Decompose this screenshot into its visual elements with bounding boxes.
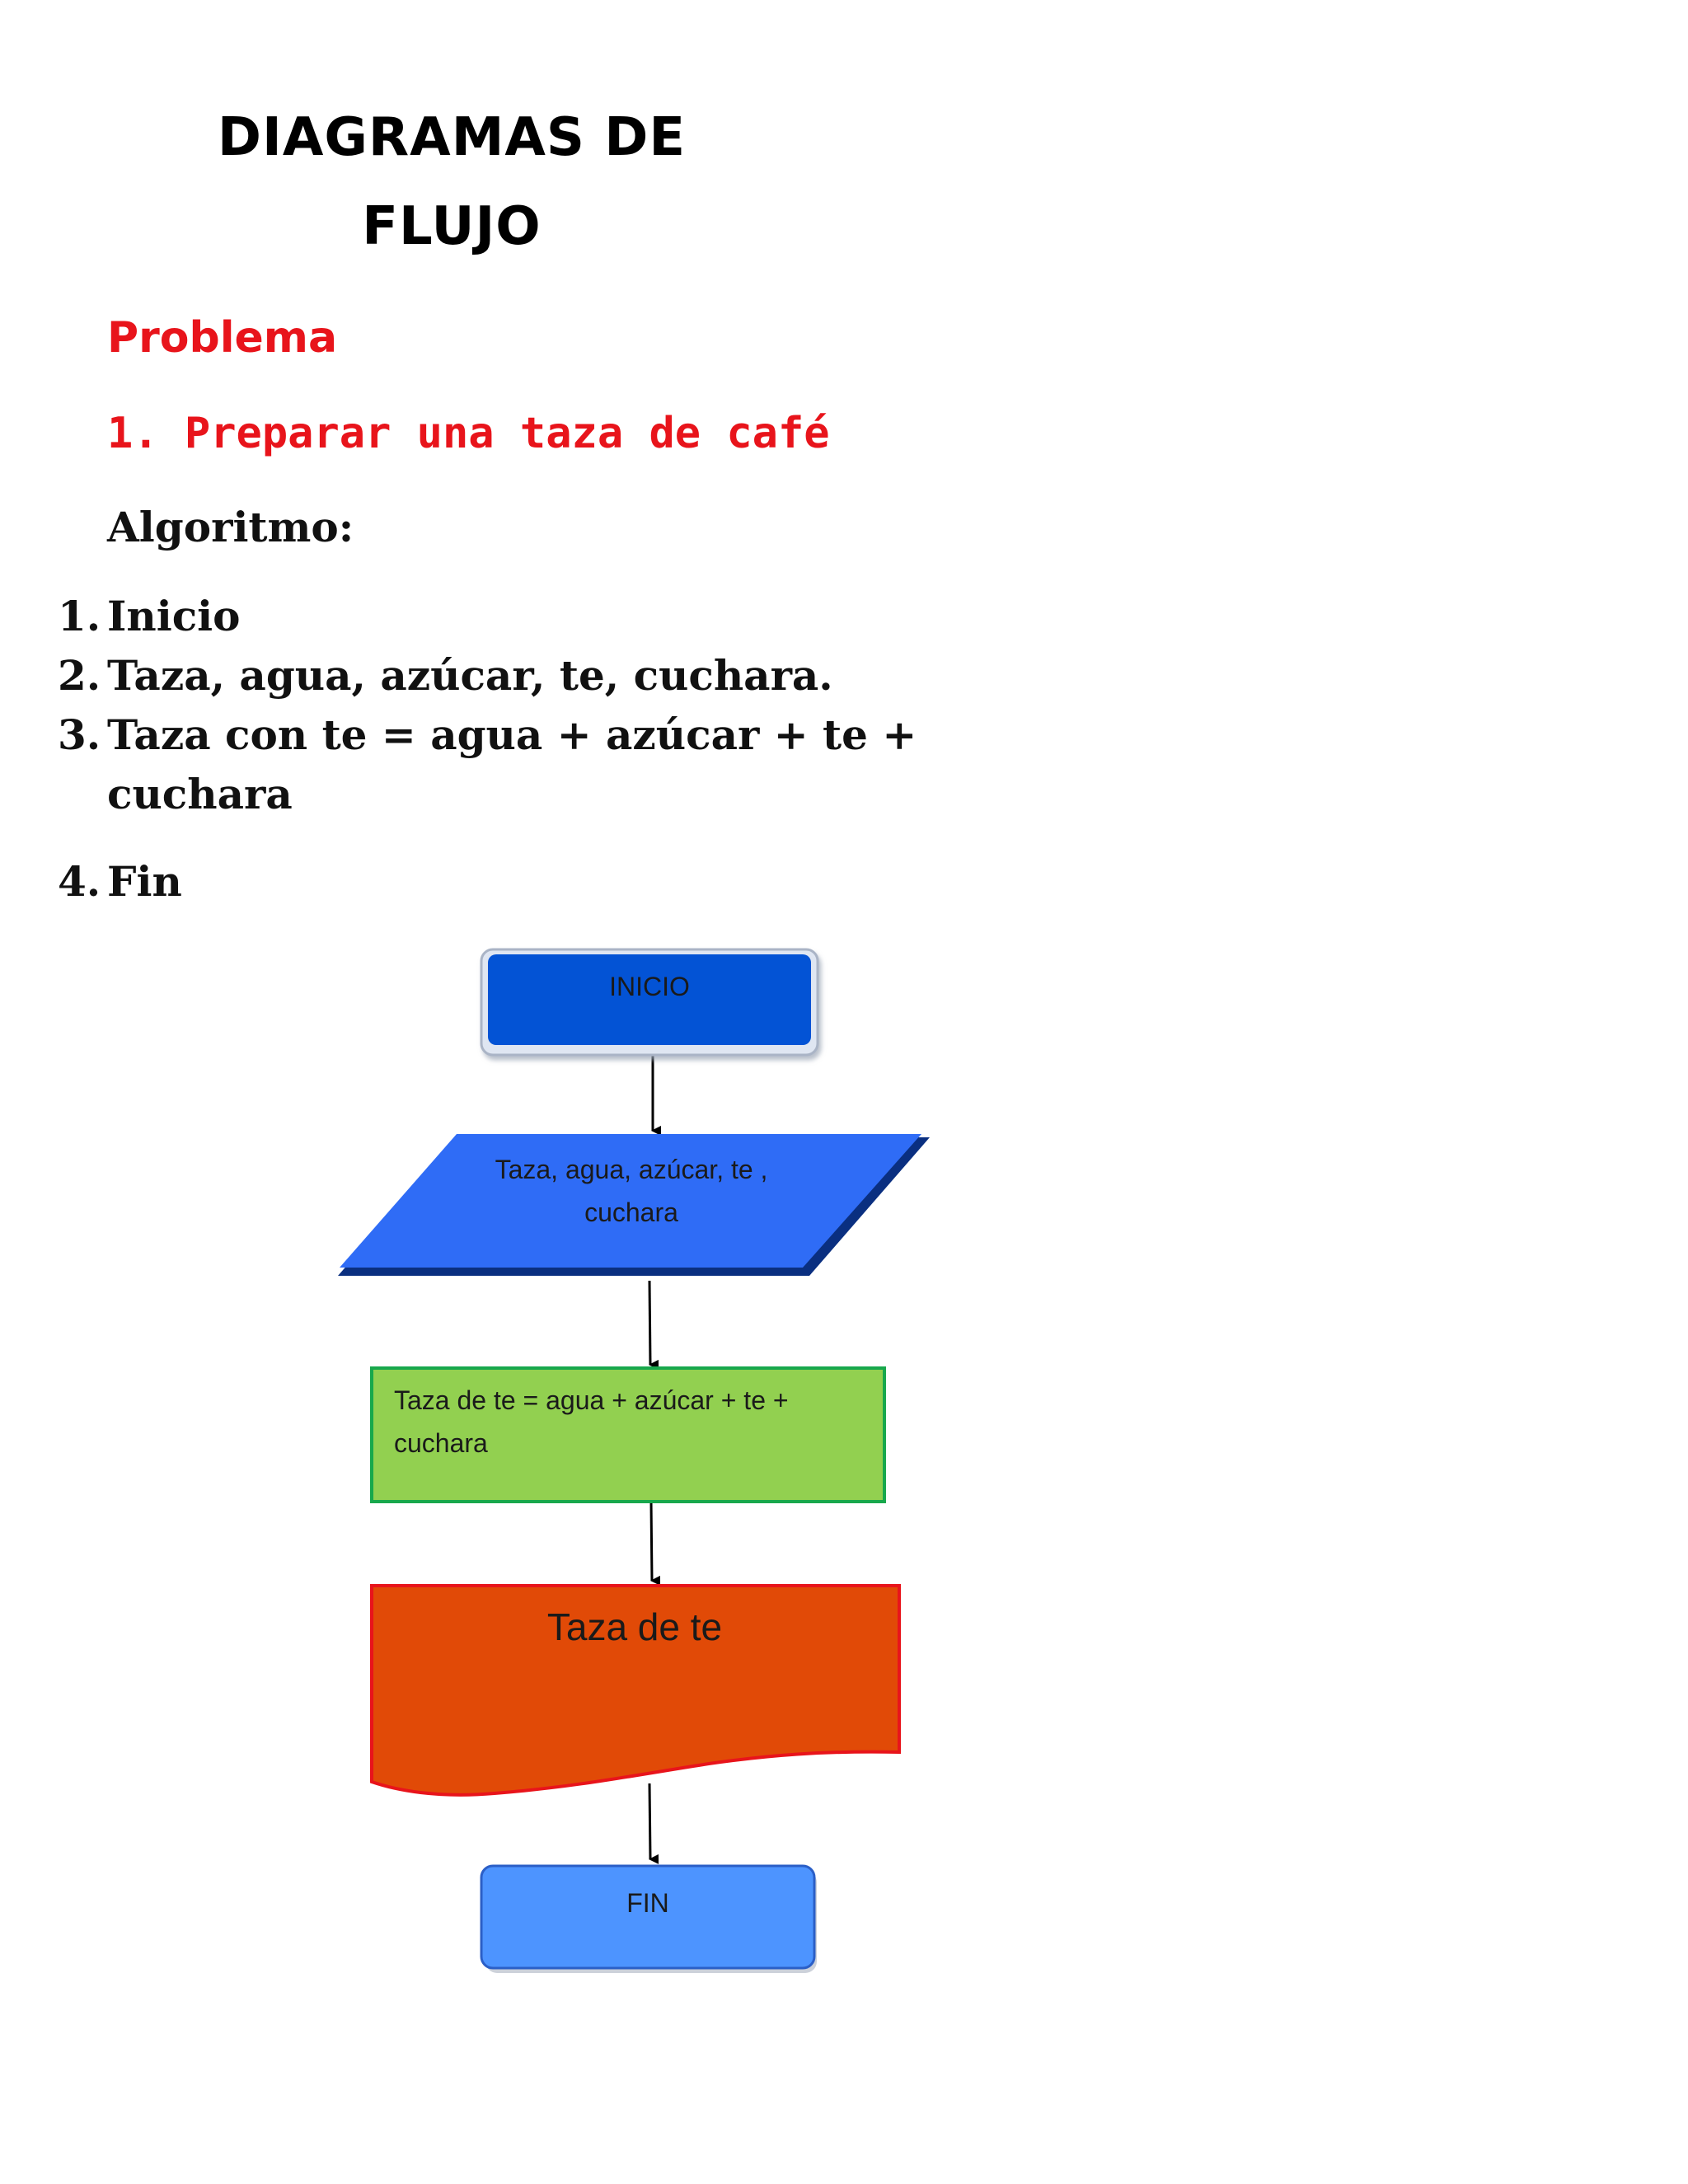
start-node xyxy=(481,949,818,1055)
connector-arrow xyxy=(649,1783,650,1859)
step-text: Inicio xyxy=(107,592,241,640)
process-node xyxy=(372,1368,884,1502)
connector-arrow xyxy=(651,1502,652,1581)
process-node-label-line-1: Taza de te = agua + azúcar + te + xyxy=(394,1385,789,1415)
input-node xyxy=(338,1134,930,1276)
connector-arrow xyxy=(649,1281,650,1365)
problem-heading: Problema xyxy=(107,313,338,363)
input-node-label-line-1: Taza, agua, azúcar, te , xyxy=(495,1155,768,1184)
step-text: Taza con te = agua + azúcar + te + xyxy=(107,710,917,759)
step-number: 4. xyxy=(58,857,101,906)
step-text: Fin xyxy=(107,857,182,906)
end-node xyxy=(481,1866,817,1973)
start-node-label: INICIO xyxy=(609,972,690,1001)
step-number: 3. xyxy=(58,710,101,759)
step-text: Taza, agua, azúcar, te, cuchara. xyxy=(107,651,833,700)
output-document-label: Taza de te xyxy=(546,1605,723,1648)
step-number: 2. xyxy=(58,651,101,700)
output-document-node xyxy=(372,1586,899,1795)
page-title-line-2: FLUJO xyxy=(362,196,542,257)
page-title-line-1: DIAGRAMAS DE xyxy=(217,107,687,168)
step-number: 1. xyxy=(58,592,101,640)
problem-title: 1. Preparar una taza de café xyxy=(107,409,830,458)
end-node-label: FIN xyxy=(626,1888,669,1918)
algorithm-heading: Algoritmo: xyxy=(107,503,354,551)
algorithm-step-continuation: cuchara xyxy=(107,770,293,818)
process-node-label-line-2: cuchara xyxy=(394,1428,488,1458)
input-node-label-line-2: cuchara xyxy=(584,1197,678,1227)
